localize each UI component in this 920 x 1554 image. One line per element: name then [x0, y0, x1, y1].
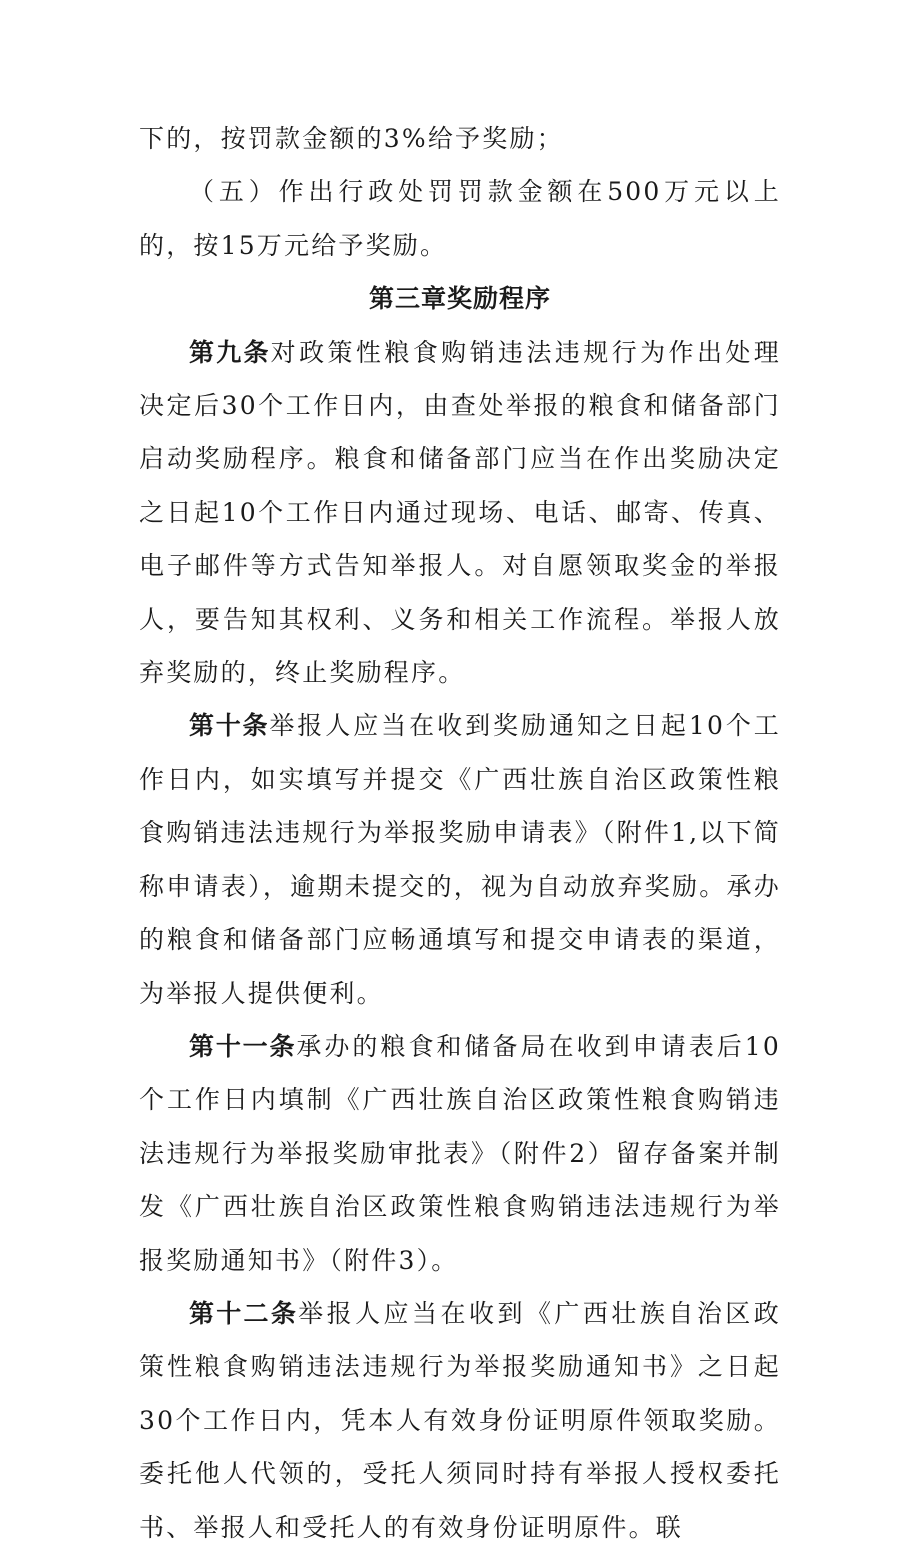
- article-heading: 第十二条: [189, 1298, 299, 1328]
- chapter-heading: [139, 272, 781, 325]
- article-ten: [139, 699, 781, 1019]
- paragraph-text: （五）作出行政处罚罚款金额在500万元以上的，按15万元给予奖励。: [139, 177, 781, 260]
- article-eleven: [139, 1020, 781, 1287]
- article-nine: [139, 326, 781, 700]
- article-heading: 第九条: [189, 337, 271, 367]
- article-text: 承办的粮食和储备局在收到申请表后10个工作日内填制《广西壮族自治区政策性粮食购销违法违规行为举报奖励审批表》（附件2）留存备案并制发《广西壮族自治区政策性粮食购销违法违规行为举报奖励通知书》（附件3）。: [139, 1031, 781, 1275]
- paragraph-item-five: [139, 165, 781, 272]
- article-text: 举报人应当在收到《广西壮族自治区政策性粮食购销违法违规行为举报奖励通知书》之日起30个工作日内，凭本人有效身份证明原件领取奖励。委托他人代领的，受托人须同时持有举报人授权委托书、举报人和受托人的有效身份证明原件。联: [139, 1298, 781, 1542]
- article-twelve: [139, 1287, 781, 1554]
- article-heading: 第十条: [189, 711, 270, 741]
- article-text: 对政策性粮食购销违法违规行为作出处理决定后30个工作日内，由查处举报的粮食和储备部门启动奖励程序。粮食和储备部门应当在作出奖励决定之日起10个工作日内通过现场、电话、邮寄、传真、电子邮件等方式告知举报人。对自愿领取奖金的举报人，要告知其权利、义务和相关工作流程。举报人放弃奖励的，终止奖励程序。: [139, 337, 781, 688]
- document-body: [139, 112, 781, 1554]
- chapter-title: 第三章奖励程序: [368, 284, 551, 314]
- paragraph-continuation: [139, 112, 781, 165]
- paragraph-text: 下的，按罚款金额的3%给予奖励；: [139, 124, 564, 153]
- article-heading: 第十一条: [189, 1031, 297, 1061]
- article-text: 举报人应当在收到奖励通知之日起10个工作日内，如实填写并提交《广西壮族自治区政策性粮食购销违法违规行为举报奖励申请表》（附件1,以下简称申请表），逾期未提交的，视为自动放弃奖励。承办的粮食和储备部门应畅通填写和提交申请表的渠道，为举报人提供便利。: [139, 711, 781, 1008]
